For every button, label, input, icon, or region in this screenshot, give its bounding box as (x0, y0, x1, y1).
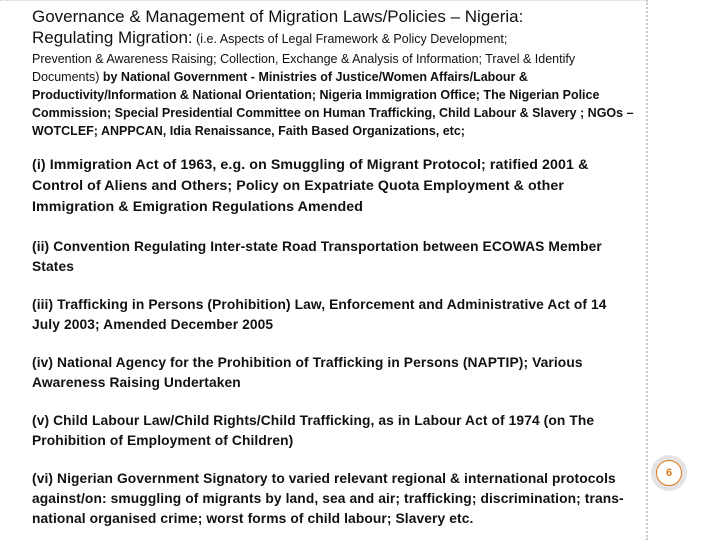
list-item-iv: (iv) National Agency for the Prohibition of Trafficking in Persons (NAPTIP); Various Awareness Raising Undertaken (32, 355, 583, 390)
list-item-ii: (ii) Convention Regulating Inter-state Road Transportation between ECOWAS Member States (32, 239, 602, 274)
slide-subtitle (32, 27, 638, 50)
page-number-badge (651, 455, 687, 491)
intro-plain: Prevention & Awareness Raising; Collection, Exchange & Analysis of Information; Travel & Identify Documents) (32, 52, 576, 84)
subtitle-detail: (i.e. Aspects of Legal Framework & Policy Development; (192, 32, 508, 46)
list-item-i: (i) Immigration Act of 1963, e.g. on Smuggling of Migrant Protocol; ratified 2001 & Control of Aliens and Others; Policy on Expatriate Quota Employment & other Immigration & Emigration Regulations Amended (32, 157, 589, 215)
list-item-v: (v) Child Labour Law/Child Rights/Child Trafficking, as in Labour Act of 1974 (on The Prohibition of Employment of Children) (32, 413, 595, 448)
list-item-iii: (iii) Trafficking in Persons (Prohibition) Law, Enforcement and Administrative Act of 14 July 2003; Amended December 2005 (32, 297, 607, 332)
page-number: 6 (656, 460, 682, 486)
slide-right-border (646, 0, 648, 540)
slide-title: Governance & Management of Migration Laws/Policies – Nigeria: (32, 7, 524, 26)
list-item-vi: (vi) Nigerian Government Signatory to varied relevant regional & international protocols against/on: smuggling of migrants by land, sea and air; trafficking; discrimination; trans-national organised crime; worst forms of child labour; Slavery etc. (32, 471, 624, 526)
intro-paragraph (32, 50, 638, 140)
subtitle-label: Regulating Migration: (32, 28, 193, 47)
slide-top-border (0, 0, 646, 1)
slide-content (32, 6, 638, 529)
intro-bold: by National Government - Ministries of Justice/Women Affairs/Labour & Productivity/Information & National Orientation; Nigeria Immigration Office; The Nigerian Police Commission; Special Presidential Committee on Human Trafficking, Child Labour & Slavery ; NGOs – WOTCLEF; ANPPCAN, Idia Renaissance, Faith Based Organizations, etc; (32, 70, 634, 138)
